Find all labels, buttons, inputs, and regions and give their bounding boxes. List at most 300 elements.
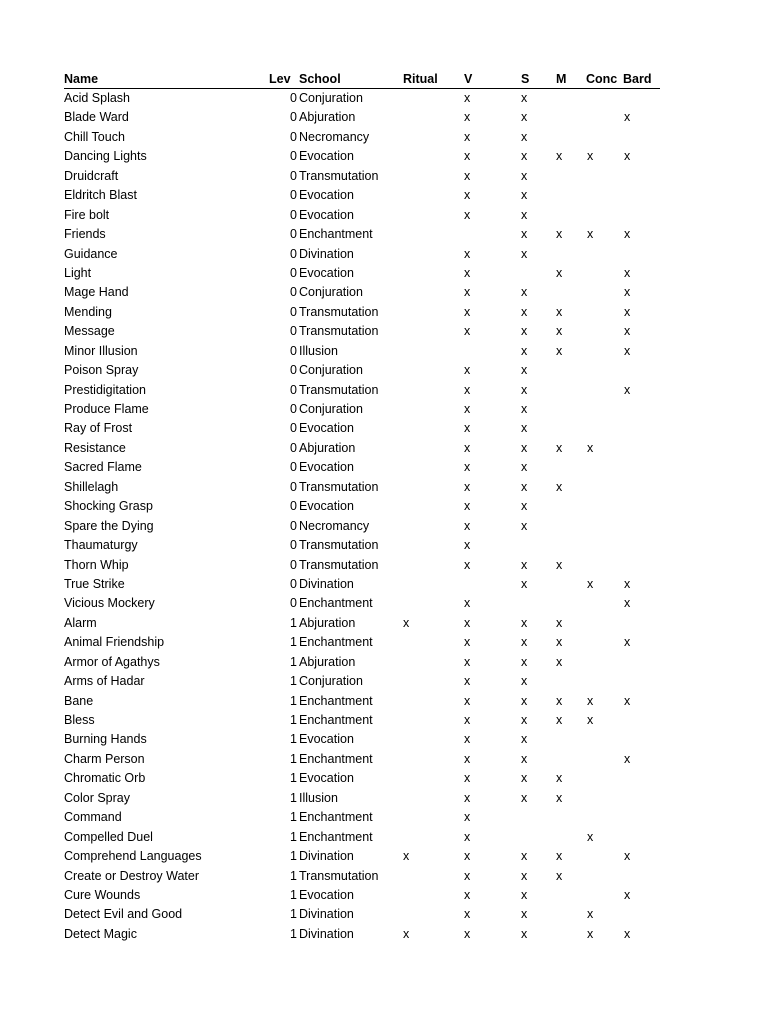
level-cell: 1 (290, 732, 297, 747)
material-cell: x (556, 149, 563, 164)
table-row (64, 303, 660, 322)
name-cell: Spare the Dying (64, 518, 154, 533)
table-row (64, 556, 660, 575)
somatic-cell: x (521, 460, 528, 475)
school-cell: Enchantment (299, 751, 373, 766)
school-cell: Evocation (299, 771, 354, 786)
bard-cell: x (624, 324, 631, 339)
level-cell: 0 (290, 149, 297, 164)
somatic-cell: x (521, 227, 528, 242)
table-row (64, 905, 660, 924)
verbal-cell: x (464, 363, 471, 378)
level-cell: 1 (290, 849, 297, 864)
name-cell: Resistance (64, 440, 126, 455)
material-cell: x (556, 227, 563, 242)
somatic-cell: x (521, 693, 528, 708)
somatic-cell: x (521, 149, 528, 164)
name-cell: Ray of Frost (64, 421, 133, 436)
school-cell: Enchantment (299, 596, 373, 611)
school-cell: Evocation (299, 265, 354, 280)
material-cell: x (556, 868, 563, 883)
table-row (64, 361, 660, 380)
verbal-cell: x (464, 440, 471, 455)
level-cell: 1 (290, 771, 297, 786)
somatic-cell: x (521, 421, 528, 436)
ritual-cell: x (403, 849, 410, 864)
somatic-cell: x (521, 576, 528, 591)
level-cell: 0 (290, 168, 297, 183)
bard-cell: x (624, 887, 631, 902)
name-cell: Produce Flame (64, 402, 149, 416)
somatic-cell: x (521, 887, 528, 902)
verbal-cell: x (464, 188, 471, 203)
somatic-cell: x (521, 168, 528, 183)
somatic-cell: x (521, 304, 528, 319)
level-cell: 0 (290, 402, 297, 416)
level-cell: 0 (290, 110, 297, 125)
verbal-cell: x (464, 615, 471, 630)
table-row (64, 711, 660, 730)
name-cell: Shillelagh (64, 479, 119, 494)
name-cell: Minor Illusion (64, 343, 138, 358)
concentration-cell: x (587, 926, 594, 941)
verbal-cell: x (464, 129, 471, 144)
name-cell: Friends (64, 227, 106, 242)
table-row (64, 400, 660, 419)
verbal-cell: x (464, 713, 471, 727)
verbal-cell: x (464, 693, 471, 708)
name-cell: Mage Hand (64, 285, 129, 300)
bard-cell: x (624, 265, 631, 280)
somatic-cell: x (521, 751, 528, 766)
school-cell: Enchantment (299, 829, 373, 844)
verbal-cell: x (464, 849, 471, 864)
level-cell: 0 (290, 382, 297, 397)
verbal-cell: x (464, 654, 471, 669)
material-cell: x (556, 615, 563, 630)
school-cell: Enchantment (299, 635, 373, 650)
name-cell: Create or Destroy Water (64, 868, 199, 883)
level-cell: 1 (290, 926, 297, 941)
table-row (64, 147, 660, 166)
name-cell: Vicious Mockery (64, 596, 155, 611)
header-m: M (556, 72, 567, 86)
verbal-cell: x (464, 460, 471, 475)
somatic-cell: x (521, 343, 528, 358)
name-cell: Thorn Whip (64, 557, 129, 572)
table-row (64, 808, 660, 827)
verbal-cell: x (464, 810, 471, 825)
school-cell: Abjuration (299, 654, 356, 669)
verbal-cell: x (464, 285, 471, 300)
bard-cell: x (624, 926, 631, 941)
school-cell: Conjuration (299, 91, 363, 105)
verbal-cell: x (464, 91, 471, 105)
header-ritual: Ritual (403, 72, 438, 86)
bard-cell: x (624, 227, 631, 242)
somatic-cell: x (521, 324, 528, 339)
table-row (64, 225, 660, 244)
table-row (64, 419, 660, 438)
school-cell: Transmutation (299, 868, 379, 883)
school-cell: Illusion (299, 790, 338, 805)
table-row (64, 730, 660, 749)
table-row (64, 789, 660, 808)
material-cell: x (556, 635, 563, 650)
table-row (64, 575, 660, 594)
verbal-cell: x (464, 304, 471, 319)
level-cell: 0 (290, 557, 297, 572)
level-cell: 1 (290, 790, 297, 805)
name-cell: Guidance (64, 246, 118, 261)
somatic-cell: x (521, 402, 528, 416)
name-cell: Sacred Flame (64, 460, 142, 475)
name-cell: Thaumaturgy (64, 538, 138, 553)
verbal-cell: x (464, 149, 471, 164)
school-cell: Enchantment (299, 693, 373, 708)
table-row (64, 750, 660, 769)
bard-cell: x (624, 751, 631, 766)
ritual-cell: x (403, 926, 410, 941)
name-cell: Alarm (64, 615, 97, 630)
school-cell: Necromancy (299, 518, 370, 533)
name-cell: Chromatic Orb (64, 771, 146, 786)
concentration-cell: x (587, 440, 594, 455)
table-row (64, 925, 660, 944)
level-cell: 0 (290, 129, 297, 144)
table-row (64, 633, 660, 652)
name-cell: Message (64, 324, 115, 339)
table-row (64, 128, 660, 147)
bard-cell: x (624, 382, 631, 397)
bard-cell: x (624, 849, 631, 864)
table-row (64, 381, 660, 400)
school-cell: Transmutation (299, 557, 379, 572)
school-cell: Divination (299, 576, 354, 591)
school-cell: Evocation (299, 887, 354, 902)
name-cell: Color Spray (64, 790, 130, 805)
verbal-cell: x (464, 499, 471, 514)
verbal-cell: x (464, 596, 471, 611)
name-cell: Animal Friendship (64, 635, 165, 650)
level-cell: 0 (290, 479, 297, 494)
concentration-cell: x (587, 227, 594, 242)
level-cell: 0 (290, 343, 297, 358)
school-cell: Evocation (299, 421, 354, 436)
school-cell: Enchantment (299, 227, 373, 242)
verbal-cell: x (464, 402, 471, 416)
material-cell: x (556, 265, 563, 280)
material-cell: x (556, 771, 563, 786)
table-row (64, 497, 660, 516)
bard-cell: x (624, 343, 631, 358)
school-cell: Transmutation (299, 538, 379, 553)
level-cell: 0 (290, 188, 297, 203)
verbal-cell: x (464, 246, 471, 261)
header-conc: Conc (586, 72, 618, 86)
level-cell: 0 (290, 440, 297, 455)
school-cell: Evocation (299, 207, 354, 222)
name-cell: Blade Ward (64, 110, 129, 125)
level-cell: 0 (290, 499, 297, 514)
school-cell: Divination (299, 926, 354, 941)
level-cell: 1 (290, 615, 297, 630)
table-row (64, 653, 660, 672)
name-cell: Acid Splash (64, 91, 131, 105)
table-row (64, 672, 660, 691)
material-cell: x (556, 693, 563, 708)
verbal-cell: x (464, 421, 471, 436)
name-cell: Compelled Duel (64, 829, 153, 844)
material-cell: x (556, 343, 563, 358)
header-s: S (521, 72, 530, 86)
verbal-cell: x (464, 518, 471, 533)
somatic-cell: x (521, 771, 528, 786)
bard-cell: x (624, 285, 631, 300)
school-cell: Divination (299, 849, 354, 864)
level-cell: 1 (290, 654, 297, 669)
level-cell: 1 (290, 713, 297, 727)
name-cell: Bless (64, 713, 95, 727)
somatic-cell: x (521, 654, 528, 669)
level-cell: 1 (290, 868, 297, 883)
somatic-cell: x (521, 732, 528, 747)
school-cell: Evocation (299, 499, 354, 514)
school-cell: Illusion (299, 343, 338, 358)
table-row (64, 847, 660, 866)
somatic-cell: x (521, 440, 528, 455)
somatic-cell: x (521, 635, 528, 650)
verbal-cell: x (464, 868, 471, 883)
material-cell: x (556, 479, 563, 494)
table-row (64, 478, 660, 497)
somatic-cell: x (521, 926, 528, 941)
table-row (64, 342, 660, 361)
name-cell: Detect Magic (64, 926, 137, 941)
school-cell: Transmutation (299, 168, 379, 183)
verbal-cell: x (464, 324, 471, 339)
somatic-cell: x (521, 907, 528, 922)
somatic-cell: x (521, 110, 528, 125)
table-row (64, 167, 660, 186)
material-cell: x (556, 304, 563, 319)
name-cell: Poison Spray (64, 363, 139, 378)
level-cell: 0 (290, 91, 297, 105)
somatic-cell: x (521, 790, 528, 805)
school-cell: Conjuration (299, 674, 363, 689)
level-cell: 0 (290, 596, 297, 611)
level-cell: 0 (290, 518, 297, 533)
concentration-cell: x (587, 576, 594, 591)
somatic-cell: x (521, 615, 528, 630)
table-body (64, 89, 660, 944)
level-cell: 1 (290, 907, 297, 922)
name-cell: Prestidigitation (64, 382, 146, 397)
verbal-cell: x (464, 265, 471, 280)
school-cell: Transmutation (299, 479, 379, 494)
table-row (64, 536, 660, 555)
header-name: Name (64, 72, 99, 86)
name-cell: Druidcraft (64, 168, 119, 183)
school-cell: Divination (299, 907, 354, 922)
table-header-row (64, 70, 660, 89)
school-cell: Abjuration (299, 440, 356, 455)
spell-table (64, 70, 660, 944)
table-row (64, 886, 660, 905)
material-cell: x (556, 654, 563, 669)
table-row (64, 108, 660, 127)
school-cell: Enchantment (299, 713, 373, 727)
verbal-cell: x (464, 382, 471, 397)
ritual-cell: x (403, 615, 410, 630)
concentration-cell: x (587, 149, 594, 164)
school-cell: Conjuration (299, 363, 363, 378)
somatic-cell: x (521, 363, 528, 378)
level-cell: 0 (290, 538, 297, 553)
school-cell: Transmutation (299, 324, 379, 339)
school-cell: Evocation (299, 149, 354, 164)
verbal-cell: x (464, 751, 471, 766)
header-lev: Lev (269, 72, 291, 86)
table-row (64, 264, 660, 283)
level-cell: 1 (290, 751, 297, 766)
name-cell: Burning Hands (64, 732, 147, 747)
verbal-cell: x (464, 635, 471, 650)
level-cell: 0 (290, 421, 297, 436)
somatic-cell: x (521, 557, 528, 572)
level-cell: 1 (290, 674, 297, 689)
name-cell: Mending (64, 304, 112, 319)
name-cell: Dancing Lights (64, 149, 147, 164)
level-cell: 0 (290, 207, 297, 222)
name-cell: Armor of Agathys (64, 654, 160, 669)
concentration-cell: x (587, 693, 594, 708)
bard-cell: x (624, 110, 631, 125)
table-row (64, 206, 660, 225)
name-cell: Comprehend Languages (64, 849, 202, 864)
somatic-cell: x (521, 382, 528, 397)
school-cell: Abjuration (299, 615, 356, 630)
somatic-cell: x (521, 674, 528, 689)
level-cell: 0 (290, 576, 297, 591)
verbal-cell: x (464, 926, 471, 941)
level-cell: 0 (290, 246, 297, 261)
level-cell: 0 (290, 363, 297, 378)
material-cell: x (556, 790, 563, 805)
verbal-cell: x (464, 732, 471, 747)
somatic-cell: x (521, 207, 528, 222)
table-row (64, 322, 660, 341)
name-cell: True Strike (64, 576, 125, 591)
level-cell: 0 (290, 324, 297, 339)
verbal-cell: x (464, 790, 471, 805)
verbal-cell: x (464, 829, 471, 844)
verbal-cell: x (464, 207, 471, 222)
verbal-cell: x (464, 538, 471, 553)
somatic-cell: x (521, 518, 528, 533)
somatic-cell: x (521, 246, 528, 261)
table-row (64, 89, 660, 108)
school-cell: Abjuration (299, 110, 356, 125)
name-cell: Arms of Hadar (64, 674, 145, 689)
level-cell: 1 (290, 635, 297, 650)
material-cell: x (556, 324, 563, 339)
material-cell: x (556, 849, 563, 864)
name-cell: Bane (64, 693, 94, 708)
table-row (64, 439, 660, 458)
bard-cell: x (624, 576, 631, 591)
school-cell: Evocation (299, 460, 354, 475)
material-cell: x (556, 713, 563, 727)
verbal-cell: x (464, 907, 471, 922)
somatic-cell: x (521, 285, 528, 300)
material-cell: x (556, 440, 563, 455)
somatic-cell: x (521, 868, 528, 883)
school-cell: Conjuration (299, 285, 363, 300)
school-cell: Evocation (299, 188, 354, 203)
verbal-cell: x (464, 887, 471, 902)
material-cell: x (556, 557, 563, 572)
name-cell: Fire bolt (64, 207, 110, 222)
header-v: V (464, 72, 473, 86)
table-row (64, 692, 660, 711)
verbal-cell: x (464, 168, 471, 183)
name-cell: Detect Evil and Good (64, 907, 183, 922)
name-cell: Shocking Grasp (64, 499, 153, 514)
level-cell: 1 (290, 693, 297, 708)
name-cell: Eldritch Blast (64, 188, 137, 203)
name-cell: Charm Person (64, 751, 145, 766)
somatic-cell: x (521, 188, 528, 203)
level-cell: 0 (290, 304, 297, 319)
school-cell: Enchantment (299, 810, 373, 825)
somatic-cell: x (521, 849, 528, 864)
verbal-cell: x (464, 557, 471, 572)
school-cell: Evocation (299, 732, 354, 747)
level-cell: 0 (290, 227, 297, 242)
level-cell: 1 (290, 810, 297, 825)
school-cell: Divination (299, 246, 354, 261)
name-cell: Cure Wounds (64, 887, 141, 902)
school-cell: Necromancy (299, 129, 370, 144)
table-row (64, 769, 660, 788)
table-row (64, 283, 660, 302)
table-row (64, 517, 660, 536)
school-cell: Transmutation (299, 382, 379, 397)
name-cell: Command (64, 810, 122, 825)
somatic-cell: x (521, 479, 528, 494)
name-cell: Chill Touch (64, 129, 125, 144)
bard-cell: x (624, 304, 631, 319)
bard-cell: x (624, 149, 631, 164)
somatic-cell: x (521, 713, 528, 727)
verbal-cell: x (464, 110, 471, 125)
somatic-cell: x (521, 91, 528, 105)
bard-cell: x (624, 635, 631, 650)
level-cell: 1 (290, 829, 297, 844)
verbal-cell: x (464, 479, 471, 494)
header-school: School (299, 72, 341, 86)
level-cell: 0 (290, 460, 297, 475)
table-row (64, 245, 660, 264)
table-row (64, 828, 660, 847)
table-row (64, 594, 660, 613)
school-cell: Transmutation (299, 304, 379, 319)
table-row (64, 458, 660, 477)
somatic-cell: x (521, 499, 528, 514)
concentration-cell: x (587, 829, 594, 844)
header-bard: Bard (623, 72, 652, 86)
